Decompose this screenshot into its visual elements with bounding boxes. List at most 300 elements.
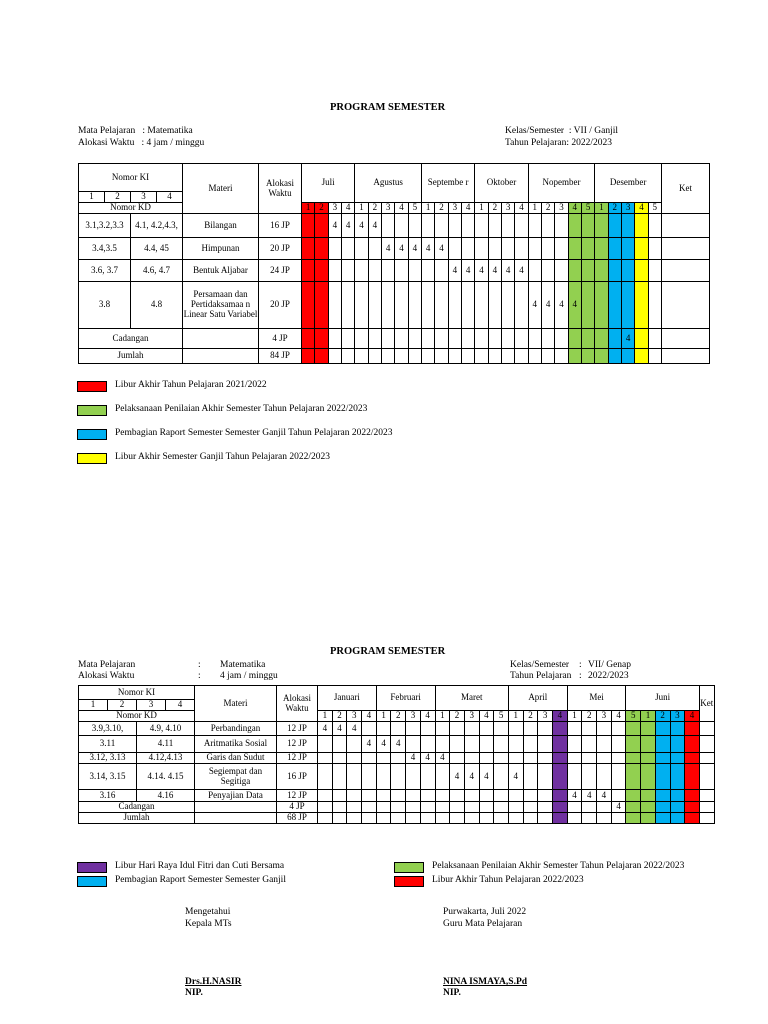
week-cell bbox=[328, 282, 341, 329]
row-kd3: 3.16 bbox=[79, 790, 137, 802]
header-week-number: 3 bbox=[448, 203, 461, 214]
week-cell bbox=[648, 214, 661, 238]
week-cell bbox=[595, 260, 608, 282]
row-alokasi: 68 JP bbox=[277, 813, 318, 824]
week-cell bbox=[582, 722, 597, 736]
week-cell bbox=[422, 260, 435, 282]
week-cell bbox=[479, 790, 494, 802]
sig-left-line2: Kepala MTs bbox=[185, 919, 232, 929]
week-cell bbox=[435, 736, 450, 753]
week-cell bbox=[347, 753, 362, 764]
s2-info-subject-val: Matematika bbox=[220, 660, 266, 670]
s2-info-class-val: VII/ Genap bbox=[588, 660, 631, 670]
week-cell bbox=[597, 813, 612, 824]
header-alokasi: Alokasi Waktu bbox=[259, 164, 302, 214]
week-cell bbox=[508, 790, 523, 802]
header-month: Januari bbox=[318, 686, 377, 711]
week-cell bbox=[355, 282, 368, 329]
week-cell bbox=[553, 722, 568, 736]
legend-label: Pembagian Raport Semester Semester Ganjil bbox=[115, 875, 286, 885]
week-cell bbox=[488, 282, 501, 329]
row-materi: Persamaan dan Pertidaksamaa n Linear Satu Variabel bbox=[183, 282, 259, 329]
sig-left-line1: Mengetahui bbox=[185, 907, 231, 917]
week-cell bbox=[515, 349, 528, 364]
week-cell bbox=[341, 260, 354, 282]
sig-right-line1: Purwakarta, Juli 2022 bbox=[443, 907, 527, 917]
week-cell bbox=[670, 813, 685, 824]
row-kd3: 3.8 bbox=[79, 282, 131, 329]
week-cell bbox=[462, 349, 475, 364]
week-cell bbox=[362, 722, 377, 736]
row-ket bbox=[662, 260, 710, 282]
week-cell bbox=[641, 722, 656, 736]
header-month: Juli bbox=[302, 164, 355, 203]
week-cell bbox=[479, 736, 494, 753]
week-cell bbox=[408, 214, 421, 238]
week-cell bbox=[420, 813, 435, 824]
header-month: Mei bbox=[567, 686, 626, 711]
week-cell bbox=[332, 753, 347, 764]
header-week-number: 5 bbox=[626, 711, 641, 722]
week-cell bbox=[395, 282, 408, 329]
week-cell bbox=[376, 764, 391, 790]
week-cell bbox=[538, 813, 553, 824]
week-cell bbox=[462, 238, 475, 260]
header-row-weeks bbox=[79, 711, 748, 722]
row-alokasi: 12 JP bbox=[277, 736, 318, 753]
week-cell: 4 bbox=[479, 764, 494, 790]
week-cell bbox=[422, 214, 435, 238]
week-cell bbox=[626, 790, 641, 802]
week-cell: 4 bbox=[368, 214, 381, 238]
summary-row bbox=[79, 349, 710, 364]
week-cell bbox=[368, 349, 381, 364]
week-cell bbox=[315, 349, 328, 364]
header-row-weeks bbox=[79, 203, 710, 214]
week-cell bbox=[422, 349, 435, 364]
week-cell bbox=[555, 260, 568, 282]
week-cell bbox=[568, 238, 581, 260]
sig-right-nip: NIP. bbox=[443, 988, 461, 998]
week-cell bbox=[448, 349, 461, 364]
week-cell bbox=[568, 349, 581, 364]
s1-info-time: Alokasi Waktu : 4 jam / minggu bbox=[78, 138, 205, 148]
header-month: Nopember bbox=[528, 164, 595, 203]
week-cell bbox=[621, 349, 634, 364]
s1-info-year: Tahun Pelajaran: 2022/2023 bbox=[505, 138, 612, 148]
header-month: April bbox=[508, 686, 567, 711]
row-alokasi: 12 JP bbox=[277, 790, 318, 802]
table-row bbox=[79, 753, 748, 764]
week-cell bbox=[328, 329, 341, 349]
week-cell bbox=[553, 736, 568, 753]
week-cell bbox=[641, 802, 656, 813]
week-cell bbox=[501, 349, 514, 364]
week-cell bbox=[406, 802, 421, 813]
header-week-number: 1 bbox=[302, 203, 315, 214]
row-kd4: 4.11 bbox=[137, 736, 195, 753]
week-cell: 4 bbox=[508, 764, 523, 790]
week-cell: 4 bbox=[376, 736, 391, 753]
s2-info-time-val: 4 jam / minggu bbox=[220, 671, 278, 681]
week-cell bbox=[341, 349, 354, 364]
week-cell bbox=[608, 214, 621, 238]
row-alokasi: 4 JP bbox=[259, 329, 302, 349]
row-kd4: 4.16 bbox=[137, 790, 195, 802]
legend-label: Libur Akhir Semester Ganjil Tahun Pelajaran 2022/2023 bbox=[115, 452, 330, 462]
week-cell bbox=[655, 813, 670, 824]
week-cell bbox=[611, 736, 626, 753]
week-cell bbox=[523, 722, 538, 736]
header-row-months bbox=[79, 686, 748, 700]
week-cell bbox=[494, 813, 509, 824]
s1-info-class: Kelas/Semester : VII / Ganjil bbox=[505, 126, 619, 136]
week-cell bbox=[302, 349, 315, 364]
week-cell bbox=[332, 802, 347, 813]
week-cell bbox=[581, 329, 594, 349]
week-cell bbox=[581, 260, 594, 282]
week-cell: 4 bbox=[515, 260, 528, 282]
week-cell bbox=[420, 764, 435, 790]
week-cell bbox=[420, 722, 435, 736]
week-cell bbox=[341, 238, 354, 260]
row-kd3: 3.14, 3.15 bbox=[79, 764, 137, 790]
week-cell bbox=[315, 329, 328, 349]
week-cell bbox=[501, 282, 514, 329]
week-cell bbox=[494, 802, 509, 813]
row-kd4: 4.1, 4.2,4.3, bbox=[131, 214, 183, 238]
week-cell bbox=[475, 238, 488, 260]
header-week-number: 4 bbox=[568, 203, 581, 214]
week-cell bbox=[626, 736, 641, 753]
row-kd4: 4.14. 4.15 bbox=[137, 764, 195, 790]
week-cell bbox=[391, 790, 406, 802]
week-cell bbox=[541, 214, 554, 238]
week-cell bbox=[611, 764, 626, 790]
week-cell bbox=[621, 260, 634, 282]
week-cell bbox=[362, 813, 377, 824]
week-cell bbox=[479, 722, 494, 736]
week-cell bbox=[362, 753, 377, 764]
header-week-number: 1 bbox=[528, 203, 541, 214]
header-month: Agustus bbox=[355, 164, 422, 203]
week-cell bbox=[435, 349, 448, 364]
week-cell bbox=[611, 813, 626, 824]
week-cell: 4 bbox=[347, 722, 362, 736]
week-cell bbox=[347, 813, 362, 824]
week-cell bbox=[448, 214, 461, 238]
week-cell bbox=[368, 329, 381, 349]
week-cell bbox=[582, 736, 597, 753]
header-ket: Ket bbox=[662, 164, 710, 214]
week-cell bbox=[595, 214, 608, 238]
row-kd3: 3.11 bbox=[79, 736, 137, 753]
week-cell bbox=[670, 736, 685, 753]
header-week-number: 1 bbox=[641, 711, 656, 722]
header-week-number: 4 bbox=[611, 711, 626, 722]
week-cell bbox=[341, 282, 354, 329]
week-cell: 4 bbox=[328, 214, 341, 238]
header-materi: Materi bbox=[183, 164, 259, 214]
week-cell bbox=[435, 790, 450, 802]
week-cell bbox=[464, 802, 479, 813]
week-cell bbox=[553, 790, 568, 802]
week-cell bbox=[479, 802, 494, 813]
row-materi bbox=[195, 813, 277, 824]
week-cell bbox=[608, 349, 621, 364]
week-cell bbox=[395, 329, 408, 349]
header-week-number: 2 bbox=[368, 203, 381, 214]
week-cell: 4 bbox=[582, 790, 597, 802]
table-row bbox=[79, 238, 710, 260]
week-cell bbox=[608, 238, 621, 260]
week-cell bbox=[567, 736, 582, 753]
week-cell: 4 bbox=[422, 238, 435, 260]
header-ki-number: 4 bbox=[166, 700, 195, 711]
week-cell bbox=[621, 238, 634, 260]
week-cell bbox=[435, 282, 448, 329]
week-cell bbox=[555, 238, 568, 260]
week-cell bbox=[635, 260, 648, 282]
row-materi: Himpunan bbox=[183, 238, 259, 260]
header-week-number: 2 bbox=[655, 711, 670, 722]
week-cell bbox=[670, 753, 685, 764]
week-cell bbox=[538, 736, 553, 753]
week-cell bbox=[567, 802, 582, 813]
header-week-number: 5 bbox=[648, 203, 661, 214]
header-week-number: 1 bbox=[508, 711, 523, 722]
week-cell bbox=[318, 813, 333, 824]
week-cell bbox=[670, 790, 685, 802]
week-cell bbox=[448, 329, 461, 349]
legend-label: Pelaksanaan Penilaian Akhir Semester Tahun Pelajaran 2022/2023 bbox=[432, 861, 685, 871]
week-cell bbox=[347, 790, 362, 802]
week-cell bbox=[501, 238, 514, 260]
row-alokasi: 16 JP bbox=[259, 214, 302, 238]
week-cell bbox=[597, 764, 612, 790]
week-cell bbox=[626, 813, 641, 824]
week-cell: 4 bbox=[464, 764, 479, 790]
week-cell bbox=[523, 790, 538, 802]
week-cell bbox=[355, 260, 368, 282]
week-cell bbox=[368, 260, 381, 282]
week-cell bbox=[488, 214, 501, 238]
legend-swatch bbox=[394, 876, 424, 887]
header-week-number: 1 bbox=[318, 711, 333, 722]
week-cell bbox=[362, 764, 377, 790]
week-cell bbox=[553, 813, 568, 824]
week-cell bbox=[670, 722, 685, 736]
header-nomor-kd: Nomor KD bbox=[79, 203, 183, 214]
week-cell bbox=[541, 349, 554, 364]
week-cell bbox=[462, 282, 475, 329]
week-cell bbox=[641, 736, 656, 753]
week-cell bbox=[626, 802, 641, 813]
week-cell bbox=[406, 736, 421, 753]
row-materi: Bilangan bbox=[183, 214, 259, 238]
row-ket bbox=[699, 790, 714, 802]
week-cell bbox=[315, 238, 328, 260]
week-cell bbox=[408, 260, 421, 282]
week-cell: 4 bbox=[475, 260, 488, 282]
week-cell bbox=[582, 753, 597, 764]
week-cell bbox=[347, 802, 362, 813]
header-week-number: 3 bbox=[538, 711, 553, 722]
summary-row bbox=[79, 813, 748, 824]
week-cell bbox=[408, 329, 421, 349]
week-cell bbox=[523, 753, 538, 764]
week-cell bbox=[655, 790, 670, 802]
row-materi: Perbandingan bbox=[195, 722, 277, 736]
week-cell bbox=[408, 282, 421, 329]
row-alokasi: 12 JP bbox=[277, 722, 318, 736]
week-cell bbox=[685, 753, 700, 764]
week-cell bbox=[488, 349, 501, 364]
week-cell: 4 bbox=[611, 802, 626, 813]
s1-schedule-table bbox=[78, 163, 710, 364]
week-cell bbox=[475, 349, 488, 364]
header-week-number: 5 bbox=[408, 203, 421, 214]
s2-info-subject-sep: : bbox=[198, 660, 201, 670]
week-cell bbox=[508, 802, 523, 813]
week-cell bbox=[635, 329, 648, 349]
summary-row bbox=[79, 802, 748, 813]
week-cell bbox=[302, 260, 315, 282]
week-cell bbox=[318, 764, 333, 790]
week-cell bbox=[406, 722, 421, 736]
header-week-number: 1 bbox=[475, 203, 488, 214]
week-cell bbox=[448, 238, 461, 260]
header-month: Juni bbox=[626, 686, 699, 711]
legend-label: Pelaksanaan Penilaian Akhir Semester Tahun Pelajaran 2022/2023 bbox=[115, 404, 368, 414]
week-cell bbox=[362, 790, 377, 802]
week-cell bbox=[381, 282, 394, 329]
week-cell bbox=[641, 813, 656, 824]
s2-info-year-key: Tahun Pelajaran bbox=[510, 671, 572, 681]
week-cell bbox=[508, 722, 523, 736]
header-ki-number: 3 bbox=[137, 700, 166, 711]
table-row bbox=[79, 260, 710, 282]
week-cell bbox=[318, 802, 333, 813]
header-row-months bbox=[79, 164, 710, 192]
week-cell bbox=[508, 753, 523, 764]
week-cell bbox=[568, 260, 581, 282]
week-cell bbox=[406, 764, 421, 790]
header-week-number: 1 bbox=[435, 711, 450, 722]
week-cell bbox=[464, 813, 479, 824]
week-cell bbox=[435, 802, 450, 813]
table-row bbox=[79, 282, 710, 329]
header-week-number: 5 bbox=[581, 203, 594, 214]
row-alokasi: 16 JP bbox=[277, 764, 318, 790]
row-kd3: 3.6, 3.7 bbox=[79, 260, 131, 282]
week-cell bbox=[381, 349, 394, 364]
week-cell bbox=[541, 329, 554, 349]
week-cell bbox=[475, 214, 488, 238]
week-cell: 4 bbox=[381, 238, 394, 260]
week-cell bbox=[328, 260, 341, 282]
week-cell bbox=[523, 764, 538, 790]
week-cell bbox=[376, 753, 391, 764]
sig-right-line2: Guru Mata Pelajaran bbox=[443, 919, 523, 929]
week-cell bbox=[475, 329, 488, 349]
week-cell: 4 bbox=[420, 753, 435, 764]
week-cell bbox=[435, 329, 448, 349]
header-alokasi: Alokasi Waktu bbox=[277, 686, 318, 722]
header-ki-number: 1 bbox=[79, 192, 105, 203]
week-cell bbox=[597, 736, 612, 753]
header-week-number: 1 bbox=[567, 711, 582, 722]
week-cell bbox=[648, 238, 661, 260]
header-week-number: 2 bbox=[450, 711, 465, 722]
week-cell bbox=[626, 753, 641, 764]
s2-title: PROGRAM SEMESTER bbox=[330, 646, 446, 657]
header-week-number: 3 bbox=[670, 711, 685, 722]
week-cell: 4 bbox=[462, 260, 475, 282]
week-cell bbox=[462, 214, 475, 238]
week-cell bbox=[635, 214, 648, 238]
week-cell bbox=[395, 214, 408, 238]
week-cell bbox=[508, 736, 523, 753]
week-cell: 4 bbox=[541, 282, 554, 329]
week-cell bbox=[450, 736, 465, 753]
week-cell bbox=[567, 813, 582, 824]
week-cell bbox=[597, 802, 612, 813]
week-cell bbox=[328, 349, 341, 364]
week-cell bbox=[391, 722, 406, 736]
header-materi: Materi bbox=[195, 686, 277, 722]
week-cell: 4 bbox=[501, 260, 514, 282]
week-cell bbox=[555, 329, 568, 349]
s2-info-time-sep: : bbox=[198, 671, 201, 681]
week-cell bbox=[494, 736, 509, 753]
week-cell bbox=[450, 813, 465, 824]
sig-left-name: Drs.H.NASIR bbox=[185, 977, 242, 987]
week-cell bbox=[635, 282, 648, 329]
header-week-number: 1 bbox=[376, 711, 391, 722]
week-cell bbox=[355, 349, 368, 364]
week-cell bbox=[395, 260, 408, 282]
week-cell: 4 bbox=[341, 214, 354, 238]
week-cell bbox=[475, 282, 488, 329]
week-cell bbox=[381, 329, 394, 349]
header-nomor-ki: Nomor KI bbox=[79, 686, 195, 700]
week-cell bbox=[391, 802, 406, 813]
s2-info-subject-key: Mata Pelajaran bbox=[78, 660, 136, 670]
week-cell bbox=[541, 260, 554, 282]
header-week-number: 4 bbox=[685, 711, 700, 722]
week-cell bbox=[568, 214, 581, 238]
row-ket bbox=[662, 329, 710, 349]
week-cell bbox=[528, 214, 541, 238]
week-cell bbox=[450, 753, 465, 764]
week-cell: 4 bbox=[318, 722, 333, 736]
row-ket bbox=[699, 736, 714, 753]
week-cell bbox=[368, 282, 381, 329]
week-cell bbox=[315, 260, 328, 282]
sig-left-nip: NIP. bbox=[185, 988, 203, 998]
legend-swatch bbox=[77, 862, 107, 873]
week-cell: 4 bbox=[435, 753, 450, 764]
week-cell bbox=[567, 764, 582, 790]
header-nomor-ki: Nomor KI bbox=[79, 164, 183, 192]
header-week-number: 2 bbox=[391, 711, 406, 722]
week-cell bbox=[332, 764, 347, 790]
week-cell bbox=[464, 790, 479, 802]
row-materi: Penyajian Data bbox=[195, 790, 277, 802]
week-cell bbox=[528, 349, 541, 364]
week-cell bbox=[302, 282, 315, 329]
